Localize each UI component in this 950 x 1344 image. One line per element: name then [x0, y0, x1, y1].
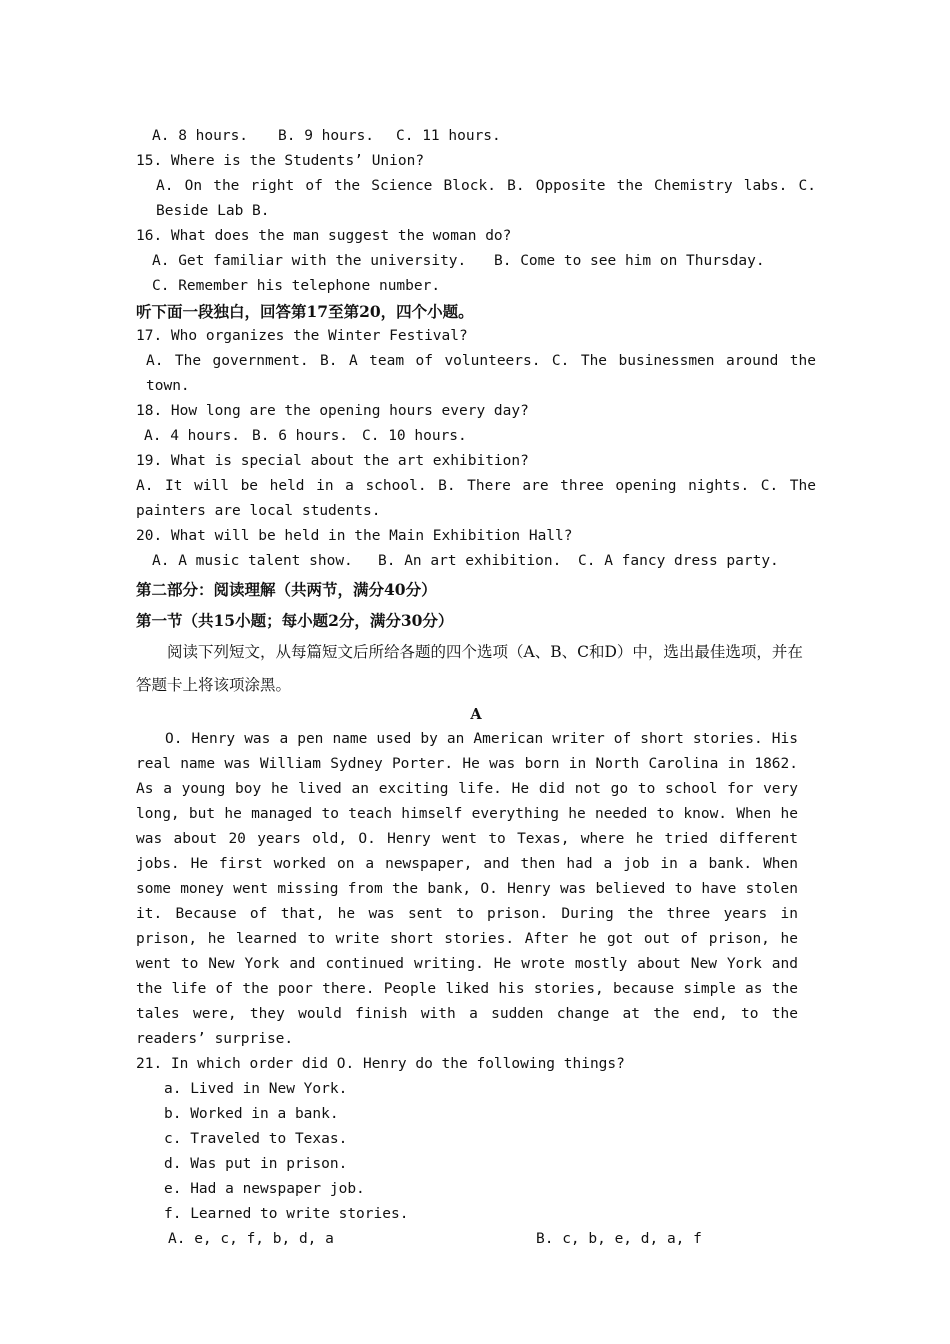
q21-option-a: A. e, c, f, b, d, a	[168, 1231, 334, 1247]
passage-text: O. Henry was a pen name used by an American writer of short stories. His real name was William Sydney Porter. He was born in North Carolina in 1862. As a young boy he lived an exciting life. He did not go to school for very long, but he managed to teach himself everything he needed to know. When he was about 20 years old, O. Henry went to Texas, where he tried different jobs. He first worked on a newspaper, and then had a job in a bank. When some money went missing from the bank, O. Henry was believed to have stolen it. Because of that, he was sent to prison. During the three years in prison, he learned to write short stories. After he got out of prison, he went to New York and continued writing. He wrote mostly about New York and the life of the poor there. People liked his stories, because simple as the tales were, they would finish with a sudden change at the end, to the readers’ surprise.	[136, 731, 798, 1047]
q21-item: d. Was put in prison.	[164, 1156, 348, 1172]
q18-question: 18. How long are the opening hours every day?	[136, 403, 529, 419]
q18-option-a: A. 4 hours.	[144, 428, 241, 444]
q14-option-b: B. 9 hours.	[278, 128, 375, 144]
q16-option-a: A. Get familiar with the university.	[152, 253, 467, 269]
q16-option-c: C. Remember his telephone number.	[152, 278, 441, 294]
part2-title: 第二部分：阅读理解（共两节，满分40分）	[136, 580, 437, 599]
q20-option-c: C. A fancy dress party.	[578, 553, 779, 569]
q15-options: A. On the right of the Science Block. B. Opposite the Chemistry labs. C. Beside Lab B.	[156, 178, 816, 219]
q18-option-b: B. 6 hours.	[252, 428, 349, 444]
q20-question: 20. What will be held in the Main Exhibition Hall?	[136, 528, 573, 544]
q14-option-a: A. 8 hours.	[152, 128, 249, 144]
q21-item: e. Had a newspaper job.	[164, 1181, 365, 1197]
section1-title: 第一节（共15小题；每小题2分，满分30分）	[136, 611, 454, 630]
q21-item: c. Traveled to Texas.	[164, 1131, 348, 1147]
q19-question: 19. What is special about the art exhibition?	[136, 453, 529, 469]
q20-option-a: A. A music talent show.	[152, 553, 353, 569]
q21-item: a. Lived in New York.	[164, 1081, 348, 1097]
q18-options	[136, 424, 816, 449]
passage-label: A	[470, 706, 482, 723]
q20-options	[136, 549, 816, 574]
q17-options: A. The government. B. A team of volunteers. C. The businessmen around the town.	[146, 353, 816, 394]
q20-option-b: B. An art exhibition.	[378, 553, 562, 569]
section-monologue-heading: 听下面一段独白，回答第17至第20，四个小题。	[136, 302, 474, 321]
q18-option-c: C. 10 hours.	[362, 428, 467, 444]
q15-question: 15. Where is the Students’ Union?	[136, 153, 425, 169]
reading-instructions: 阅读下列短文，从每篇短文后所给各题的四个选项（A、B、C和D）中，选出最佳选项，并在答题卡上将该项涂黑。	[136, 643, 803, 694]
q21-option-b: B. c, b, e, d, a, f	[536, 1231, 702, 1247]
q17-question: 17. Who organizes the Winter Festival?	[136, 328, 468, 344]
q14-options	[136, 124, 816, 149]
q21-item: b. Worked in a bank.	[164, 1106, 339, 1122]
q16-option-b: B. Come to see him on Thursday.	[494, 253, 765, 269]
q19-options: A. It will be held in a school. B. There are three opening nights. C. The painters are local students.	[136, 478, 816, 519]
q16-options-row1	[136, 249, 816, 274]
q16-question: 16. What does the man suggest the woman do?	[136, 228, 512, 244]
exam-page	[136, 124, 816, 1252]
q21-item: f. Learned to write stories.	[164, 1206, 409, 1222]
q21-options	[136, 1227, 816, 1252]
q14-option-c: C. 11 hours.	[396, 128, 501, 144]
q21-question: 21. In which order did O. Henry do the following things?	[136, 1056, 625, 1072]
